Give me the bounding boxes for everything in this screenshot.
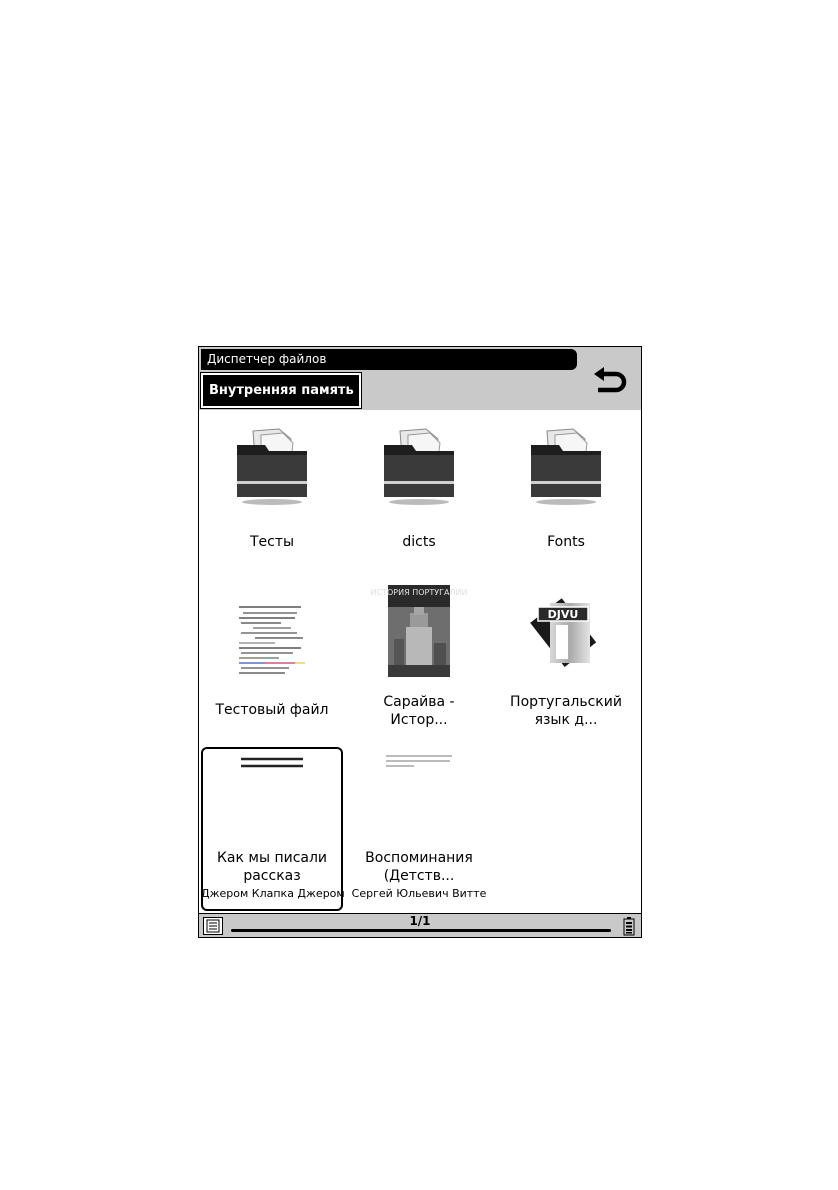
book-thumbnail [384, 753, 454, 773]
folder-item-tests[interactable] [201, 413, 343, 563]
header [199, 347, 641, 410]
book-item-how-we-wrote[interactable] [201, 747, 343, 911]
page-progress-bar[interactable] [231, 929, 611, 932]
cover-title-text: ИСТОРИЯ ПОРТУГАЛИИ [370, 588, 468, 597]
item-label: Fonts [547, 534, 585, 550]
djvu-badge-text: DJVU [547, 608, 579, 621]
book-author: Сергей Юльевич Витте [351, 887, 487, 900]
label-line-1: Воспоминания [365, 850, 473, 866]
label-line-1: Как мы писали [216, 850, 328, 866]
battery-icon [623, 917, 635, 935]
label-line-1: Португальский [510, 694, 622, 710]
document-thumbnail [235, 601, 309, 681]
label-line-2: рассказ [243, 868, 301, 884]
item-label: dicts [402, 534, 436, 550]
djvu-item-portuguese[interactable] [495, 573, 637, 733]
back-arrow-icon [590, 361, 630, 397]
item-label [348, 693, 490, 729]
label-line-2: язык д... [534, 712, 598, 728]
folder-item-fonts[interactable] [495, 413, 637, 563]
item-label: Тесты [249, 534, 295, 550]
book-thumbnail [231, 755, 313, 775]
item-label [201, 849, 343, 885]
file-item-test-file[interactable] [201, 573, 343, 733]
item-label [495, 693, 637, 729]
label-line-2: (Детств... [383, 868, 455, 884]
footer-bar [199, 913, 641, 937]
book-item-saraiva[interactable] [348, 573, 490, 733]
item-label: Тестовый файл [215, 702, 329, 718]
book-cover-thumbnail [370, 585, 468, 677]
storage-location-tab[interactable]: Внутренняя память [201, 373, 361, 408]
back-button[interactable] [581, 349, 639, 408]
label-line-2: Истор... [390, 712, 448, 728]
folder-icon [378, 425, 460, 507]
folder-icon [231, 425, 313, 507]
book-author: Джером Клапка Джером [201, 887, 345, 900]
page-indicator: 1/1 [409, 914, 431, 928]
djvu-file-icon [524, 591, 608, 675]
label-line-1: Сарайва - [383, 694, 455, 710]
folder-icon [525, 425, 607, 507]
file-manager-screen [198, 346, 642, 938]
item-label [348, 849, 490, 885]
book-item-memoirs[interactable] [348, 747, 490, 911]
folder-item-dicts[interactable] [348, 413, 490, 563]
app-title: Диспетчер файлов [201, 349, 577, 370]
